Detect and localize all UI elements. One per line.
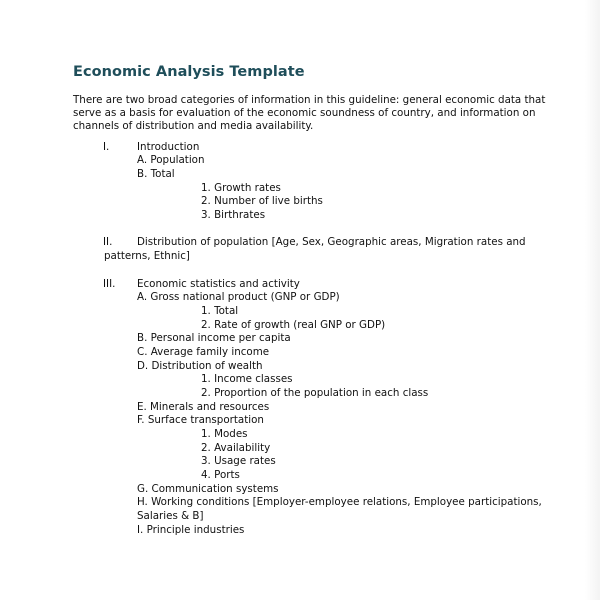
outline-subitem: 3. Usage rates [201,455,276,467]
outline-subitem: 2. Availability [201,442,271,454]
outline-subitem: 3. Birthrates [201,209,266,221]
outline-item: G. Communication systems [137,483,279,495]
intro-paragraph [73,94,546,133]
outline-item: C. Average family income [137,346,270,358]
outline-item: D. Distribution of wealth [137,360,263,372]
outline-subitem: 1. Growth rates [201,182,281,194]
outline-item: H. Working conditions [Employer-employee relations, Employee participations, [137,496,542,508]
section-numeral: III. [103,278,116,290]
section-numeral: I. [103,141,110,153]
section-heading: Economic statistics and activity [137,278,300,290]
outline-item: B. Personal income per capita [137,332,291,344]
outline-subitem: 4. Ports [201,469,240,481]
intro-line: There are two broad categories of information in this guideline: general economic data that [73,94,546,106]
outline-item-continued: Salaries & B] [137,510,204,522]
section-heading: Introduction [137,141,200,153]
outline-subitem: 2. Proportion of the population in each class [201,387,429,399]
section-numeral: II. [103,236,113,248]
outline-subitem: 2. Number of live births [201,195,323,207]
outline-subitem: 2. Rate of growth (real GNP or GDP) [201,319,386,331]
outline-subitem: 1. Total [201,305,239,317]
outline-item: I. Principle industries [137,524,245,536]
outline-subitem: 1. Modes [201,428,248,440]
intro-line: channels of distribution and media availability. [73,120,314,132]
outline-item: A. Population [137,154,205,166]
document-title: Economic Analysis Template [73,64,305,80]
outline-item: A. Gross national product (GNP or GDP) [137,291,340,303]
outline-subitem: 1. Income classes [201,373,293,385]
section-heading-continued: patterns, Ethnic] [104,250,190,262]
outline-item: E. Minerals and resources [137,401,270,413]
intro-line: serve as a basis for evaluation of the economic soundness of country, and information on [73,107,536,119]
outline-item: B. Total [137,168,175,180]
section-heading: Distribution of population [Age, Sex, Geographic areas, Migration rates and [137,236,526,248]
outline-item: F. Surface transportation [137,414,264,426]
